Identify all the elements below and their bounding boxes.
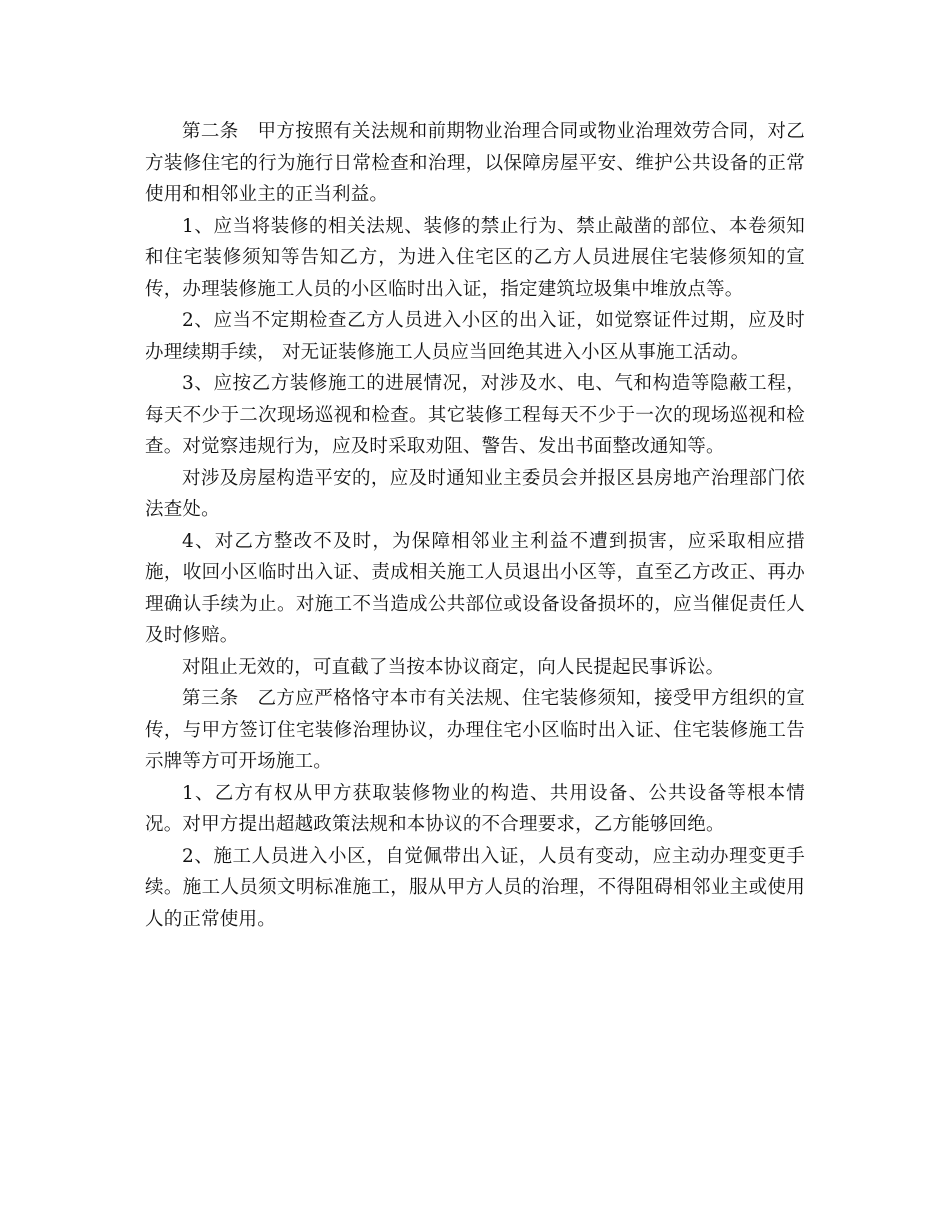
- paragraph-article-3: 第三条 乙方应严格恪守本市有关法规、住宅装修须知，接受甲方组织的宣传，与甲方签订住宅装修治理协议，办理住宅小区临时出入证、住宅装修施工告示牌等方可开场施工。: [145, 688, 805, 772]
- paragraph-item-4: 4、对乙方整改不及时，为保障相邻业主利益不遭到损害，应采取相应措施，收回小区临时出入证、责成相关施工人员退出小区等，直至乙方改正、再办理确认手续为止。对施工不当造成公共部位或设备设备损坏的，应当催促责任人及时修赔。: [145, 530, 805, 646]
- paragraph-item-2: 2、应当不定期检查乙方人员进入小区的出入证，如觉察证件过期，应及时办理续期手续， 对无证装修施工人员应当回绝其进入小区从事施工活动。: [145, 310, 805, 363]
- paragraph-item-1: 1、应当将装修的相关法规、装修的禁止行为、禁止敲凿的部位、本卷须知和住宅装修须知等告知乙方，为进入住宅区的乙方人员进展住宅装修须知的宣传，办理装修施工人员的小区临时出入证，指定建筑垃圾集中堆放点等。: [145, 215, 805, 300]
- paragraph-article-3-item-1: 1、乙方有权从甲方获取装修物业的构造、共用设备、公共设备等根本情况。对甲方提出超越政策法规和本协议的不合理要求，乙方能够回绝。: [145, 782, 805, 835]
- paragraph-structural-safety: 对涉及房屋构造平安的，应及时通知业主委员会并报区县房地产治理部门依法查处。: [145, 467, 805, 520]
- paragraph-litigation: 对阻止无效的，可直截了当按本协议商定，向人民提起民事诉讼。: [182, 656, 725, 678]
- paragraph-item-3: 3、应按乙方装修施工的进展情况，对涉及水、电、气和构造等隐蔽工程，每天不少于二次现场巡视和检查。其它装修工程每天不少于一次的现场巡视和检查。对觉察违规行为，应及时采取劝阻、警告、发出书面整改通知等。: [145, 373, 805, 457]
- paragraph-article-3-item-2: 2、施工人员进入小区，自觉佩带出入证，人员有变动，应主动办理变更手续。施工人员须文明标准施工，服从甲方人员的治理，不得阻碍相邻业主或使用人的正常使用。: [145, 845, 805, 930]
- paragraph-article-2: 第二条 甲方按照有关法规和前期物业治理合同或物业治理效劳合同，对乙方装修住宅的行为施行日常检查和治理，以保障房屋平安、维护公共设备的正常使用和相邻业主的正当利益。: [145, 121, 805, 205]
- document-body: [145, 116, 805, 935]
